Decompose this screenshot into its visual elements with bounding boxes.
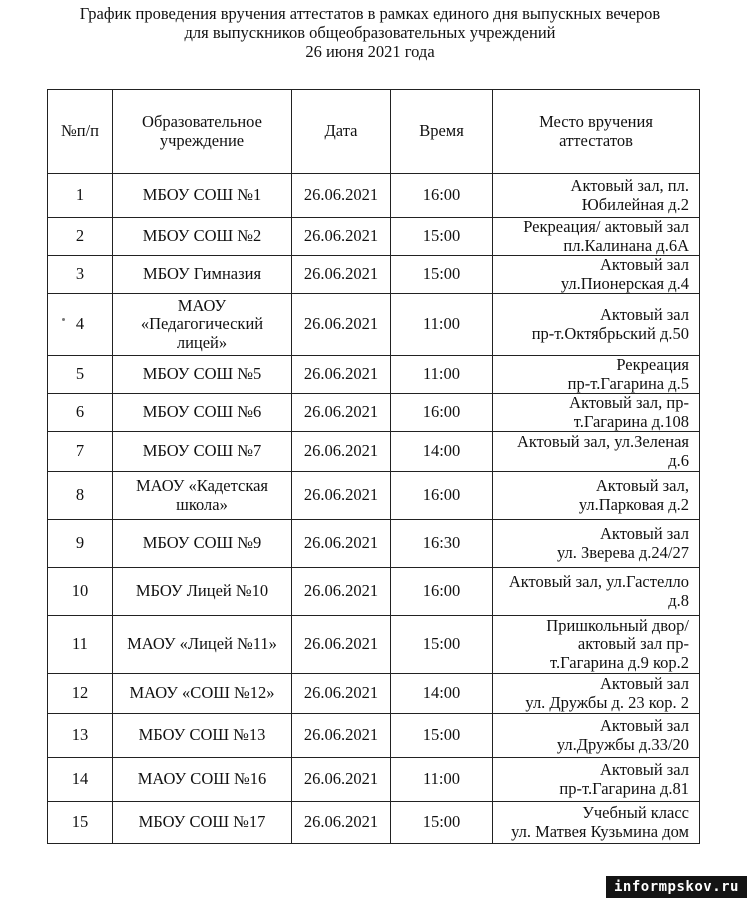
row-number: 14 xyxy=(48,758,113,802)
header-number: №п/п xyxy=(48,90,113,174)
school-name xyxy=(113,714,292,758)
ceremony-time: 15:00 xyxy=(391,714,493,758)
school-name-line: МАОУ «Лицей №11» xyxy=(127,634,277,654)
table-row xyxy=(48,616,700,674)
table-row xyxy=(48,472,700,520)
ceremony-place-line: Пришкольный двор/ xyxy=(546,615,689,635)
ceremony-place-line: ул.Дружбы д.33/20 xyxy=(556,734,689,754)
table-row xyxy=(48,432,700,472)
header-school-line: учреждение xyxy=(159,130,245,150)
ceremony-time: 11:00 xyxy=(391,356,493,394)
table-row xyxy=(48,520,700,568)
header-place-line: аттестатов xyxy=(559,130,633,150)
ceremony-place xyxy=(493,714,700,758)
table-row xyxy=(48,174,700,218)
ceremony-place-line: т.Гагарина д.108 xyxy=(573,411,689,431)
ceremony-place xyxy=(493,432,700,472)
ceremony-time: 15:00 xyxy=(391,616,493,674)
table-row xyxy=(48,758,700,802)
title-line-1: График проведения вручения аттестатов в рамках единого дня выпускных вечеров xyxy=(79,4,661,23)
ceremony-place-line: Рекреация/ актовый зал xyxy=(523,217,689,236)
ceremony-place-line: Актовый зал, пр- xyxy=(569,393,689,412)
school-name-line: МАОУ «СОШ №12» xyxy=(129,683,275,703)
row-number: 4 xyxy=(48,294,113,356)
ceremony-time: 15:00 xyxy=(391,218,493,256)
ceremony-date: 26.06.2021 xyxy=(292,616,391,674)
ceremony-place-line: Актовый зал, пл. xyxy=(570,176,689,195)
row-number: 10 xyxy=(48,568,113,616)
ceremony-date: 26.06.2021 xyxy=(292,394,391,432)
header-school xyxy=(113,90,292,174)
ceremony-time: 16:30 xyxy=(391,520,493,568)
ceremony-place xyxy=(493,568,700,616)
table-row xyxy=(48,294,700,356)
ceremony-place-line: Актовый зал, ул.Гастелло xyxy=(508,572,689,591)
school-name-line: МБОУ СОШ №17 xyxy=(138,812,266,832)
ceremony-place-line: д.6 xyxy=(668,450,689,470)
row-number: 5 xyxy=(48,356,113,394)
ceremony-place xyxy=(493,174,700,218)
ceremony-date: 26.06.2021 xyxy=(292,472,391,520)
ceremony-date: 26.06.2021 xyxy=(292,802,391,844)
row-number: 13 xyxy=(48,714,113,758)
ceremony-date: 26.06.2021 xyxy=(292,218,391,256)
ceremony-time: 16:00 xyxy=(391,472,493,520)
site-watermark: informpskov.ru xyxy=(606,876,747,898)
school-name xyxy=(113,356,292,394)
header-time: Время xyxy=(391,90,493,174)
ceremony-time: 16:00 xyxy=(391,568,493,616)
table-header-row xyxy=(48,90,700,174)
document-title xyxy=(0,4,740,61)
ceremony-place xyxy=(493,394,700,432)
ceremony-place xyxy=(493,520,700,568)
ceremony-place-line: пр-т.Гагарина д.5 xyxy=(567,373,689,393)
ceremony-date: 26.06.2021 xyxy=(292,432,391,472)
ceremony-place-line: актовый зал пр- xyxy=(577,634,689,654)
ceremony-place-line: Актовый зал, ул.Зеленая xyxy=(516,432,689,451)
row-number: 9 xyxy=(48,520,113,568)
ceremony-time: 11:00 xyxy=(391,758,493,802)
ceremony-date: 26.06.2021 xyxy=(292,758,391,802)
school-name-line: лицей» xyxy=(176,332,228,352)
title-line-3: 26 июня 2021 года xyxy=(305,42,435,61)
school-name xyxy=(113,218,292,256)
ceremony-place-line: Актовый зал xyxy=(599,305,689,324)
ceremony-place-line: Актовый зал xyxy=(599,524,689,543)
ceremony-date: 26.06.2021 xyxy=(292,674,391,714)
header-place-line: Место вручения xyxy=(539,112,653,131)
ceremony-place-line: ул. Зверева д.24/27 xyxy=(557,542,689,562)
school-name-line: МБОУ СОШ №13 xyxy=(138,725,266,745)
ceremony-place xyxy=(493,294,700,356)
ceremony-place-line: ул. Дружбы д. 23 кор. 2 xyxy=(525,692,689,712)
header-school-line: Образовательное xyxy=(142,112,262,131)
schedule-table xyxy=(47,89,700,844)
ceremony-place-line: Актовый зал xyxy=(599,716,689,735)
ceremony-place-line: Актовый зал xyxy=(599,255,689,274)
header-date: Дата xyxy=(292,90,391,174)
ceremony-time: 16:00 xyxy=(391,174,493,218)
ceremony-time: 15:00 xyxy=(391,802,493,844)
ceremony-place-line: д.8 xyxy=(668,590,689,610)
school-name-line: МБОУ Гимназия xyxy=(142,264,262,284)
row-number: 3 xyxy=(48,256,113,294)
ceremony-date: 26.06.2021 xyxy=(292,520,391,568)
school-name-line: МАОУ СОШ №16 xyxy=(137,769,267,789)
school-name xyxy=(113,674,292,714)
table-row xyxy=(48,674,700,714)
ceremony-place xyxy=(493,472,700,520)
ceremony-place xyxy=(493,802,700,844)
ceremony-time: 16:00 xyxy=(391,394,493,432)
ceremony-place-line: пл.Калинана д.6А xyxy=(563,235,689,255)
ceremony-date: 26.06.2021 xyxy=(292,356,391,394)
school-name xyxy=(113,294,292,356)
school-name-line: МБОУ СОШ №5 xyxy=(142,364,262,384)
ceremony-date: 26.06.2021 xyxy=(292,174,391,218)
ceremony-place-line: пр-т.Октябрьский д.50 xyxy=(531,323,689,343)
ceremony-date: 26.06.2021 xyxy=(292,294,391,356)
ceremony-time: 11:00 xyxy=(391,294,493,356)
ceremony-place-line: ул. Матвея Кузьмина дом xyxy=(511,821,689,841)
row-number: 8 xyxy=(48,472,113,520)
ceremony-place-line: ул.Парковая д.2 xyxy=(578,494,689,514)
row-number: 11 xyxy=(48,616,113,674)
row-number: 6 xyxy=(48,394,113,432)
school-name-line: школа» xyxy=(176,494,228,514)
table-row xyxy=(48,394,700,432)
ceremony-place-line: пр-т.Гагарина д.81 xyxy=(559,778,689,798)
scan-speck xyxy=(62,318,65,321)
ceremony-place-line: т.Гагарина д.9 кор.2 xyxy=(550,652,689,672)
ceremony-date: 26.06.2021 xyxy=(292,256,391,294)
row-number: 1 xyxy=(48,174,113,218)
school-name-line: «Педагогический xyxy=(140,314,264,334)
school-name-line: МБОУ СОШ №2 xyxy=(142,226,262,246)
ceremony-time: 14:00 xyxy=(391,432,493,472)
ceremony-place-line: Актовый зал xyxy=(599,760,689,779)
ceremony-date: 26.06.2021 xyxy=(292,714,391,758)
ceremony-place-line: Актовый зал xyxy=(599,674,689,693)
school-name xyxy=(113,256,292,294)
row-number: 2 xyxy=(48,218,113,256)
school-name xyxy=(113,394,292,432)
school-name xyxy=(113,758,292,802)
ceremony-time: 14:00 xyxy=(391,674,493,714)
row-number: 7 xyxy=(48,432,113,472)
table-row xyxy=(48,568,700,616)
ceremony-place xyxy=(493,616,700,674)
table-row xyxy=(48,256,700,294)
table-row xyxy=(48,356,700,394)
school-name-line: МБОУ СОШ №9 xyxy=(142,533,262,553)
school-name xyxy=(113,802,292,844)
title-line-2: для выпускников общеобразовательных учреждений xyxy=(184,23,556,42)
ceremony-place xyxy=(493,674,700,714)
table-row xyxy=(48,802,700,844)
row-number: 12 xyxy=(48,674,113,714)
ceremony-place xyxy=(493,356,700,394)
ceremony-place-line: Юбилейная д.2 xyxy=(581,194,689,214)
school-name xyxy=(113,174,292,218)
ceremony-place xyxy=(493,218,700,256)
table-row xyxy=(48,714,700,758)
ceremony-date: 26.06.2021 xyxy=(292,568,391,616)
ceremony-place-line: Рекреация xyxy=(616,355,689,374)
ceremony-place xyxy=(493,758,700,802)
school-name xyxy=(113,472,292,520)
school-name-line: МАОУ xyxy=(177,295,227,315)
school-name xyxy=(113,568,292,616)
school-name xyxy=(113,432,292,472)
school-name-line: МБОУ Лицей №10 xyxy=(135,581,269,601)
school-name-line: МАОУ «Кадетская xyxy=(135,476,269,495)
ceremony-place-line: Учебный класс xyxy=(582,803,689,822)
school-name-line: МБОУ СОШ №6 xyxy=(142,402,262,422)
ceremony-place-line: Актовый зал, xyxy=(595,476,689,495)
school-name-line: МБОУ СОШ №7 xyxy=(142,441,262,461)
school-name xyxy=(113,616,292,674)
school-name xyxy=(113,520,292,568)
school-name-line: МБОУ СОШ №1 xyxy=(142,185,262,205)
table-row xyxy=(48,218,700,256)
ceremony-time: 15:00 xyxy=(391,256,493,294)
ceremony-place-line: ул.Пионерская д.4 xyxy=(560,273,689,293)
header-place xyxy=(493,90,700,174)
row-number: 15 xyxy=(48,802,113,844)
ceremony-place xyxy=(493,256,700,294)
